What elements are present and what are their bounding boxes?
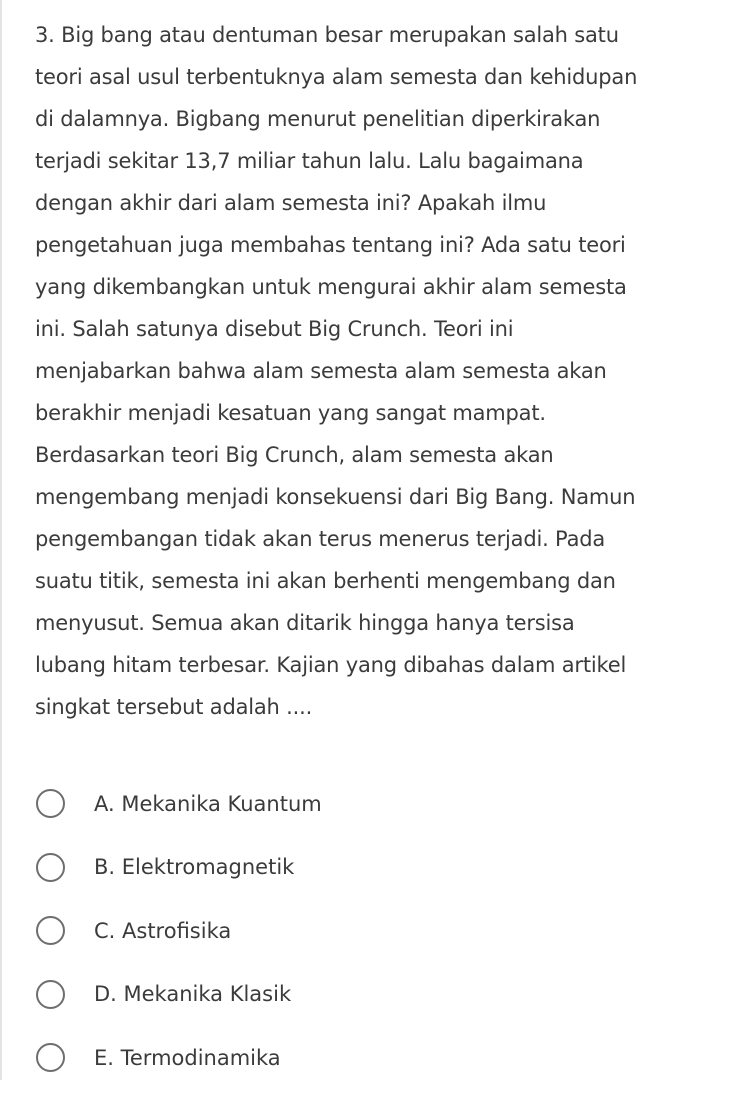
question-line: menyusut. Semua akan ditarik hingga hanya tersisa bbox=[35, 611, 575, 635]
question-line: Berdasarkan teori Big Crunch, alam semesta akan bbox=[35, 443, 554, 467]
option-label: D. Mekanika Klasik bbox=[94, 982, 292, 1007]
answer-options bbox=[36, 776, 716, 1094]
option-label: C. Astrofisika bbox=[94, 918, 232, 943]
question-text bbox=[35, 14, 735, 728]
question-line: pengetahuan juga membahas tentang ini? Ada satu teori bbox=[35, 233, 626, 257]
question-line: lubang hitam terbesar. Kajian yang dibahas dalam artikel bbox=[35, 653, 627, 677]
question-line: di dalamnya. Bigbang menurut penelitian diperkirakan bbox=[35, 107, 601, 131]
question-line: mengembang menjadi konsekuensi dari Big Bang. Namun bbox=[35, 485, 636, 509]
question-line: berakhir menjadi kesatuan yang sangat mampat. bbox=[35, 401, 546, 425]
option-a[interactable] bbox=[36, 776, 716, 840]
radio-button-icon[interactable] bbox=[36, 1043, 65, 1072]
option-label: E. Termodinamika bbox=[94, 1045, 281, 1070]
radio-button-icon[interactable] bbox=[36, 789, 65, 818]
radio-button-icon[interactable] bbox=[36, 853, 65, 882]
radio-button-icon[interactable] bbox=[36, 980, 65, 1009]
option-d[interactable] bbox=[36, 967, 716, 1031]
option-c[interactable] bbox=[36, 903, 716, 967]
radio-button-icon[interactable] bbox=[36, 916, 65, 945]
option-label: A. Mekanika Kuantum bbox=[94, 791, 322, 816]
question-line: yang dikembangkan untuk mengurai akhir alam semesta bbox=[35, 275, 627, 299]
question-line: menjabarkan bahwa alam semesta alam semesta akan bbox=[35, 359, 607, 383]
question-line: singkat tersebut adalah .... bbox=[35, 695, 313, 719]
question-line: teori asal usul terbentuknya alam semesta dan kehidupan bbox=[35, 65, 638, 89]
question-line: terjadi sekitar 13,7 miliar tahun lalu. Lalu bagaimana bbox=[35, 149, 584, 173]
left-border-divider bbox=[0, 0, 2, 1080]
option-b[interactable] bbox=[36, 840, 716, 904]
question-line: 3. Big bang atau dentuman besar merupakan salah satu bbox=[35, 23, 619, 47]
question-line: pengembangan tidak akan terus menerus terjadi. Pada bbox=[35, 527, 606, 551]
option-e[interactable] bbox=[36, 1030, 716, 1094]
question-line: ini. Salah satunya disebut Big Crunch. Teori ini bbox=[35, 317, 514, 341]
option-label: B. Elektromagnetik bbox=[94, 855, 295, 880]
question-line: suatu titik, semesta ini akan berhenti mengembang dan bbox=[35, 569, 616, 593]
question-line: dengan akhir dari alam semesta ini? Apakah ilmu bbox=[35, 191, 547, 215]
